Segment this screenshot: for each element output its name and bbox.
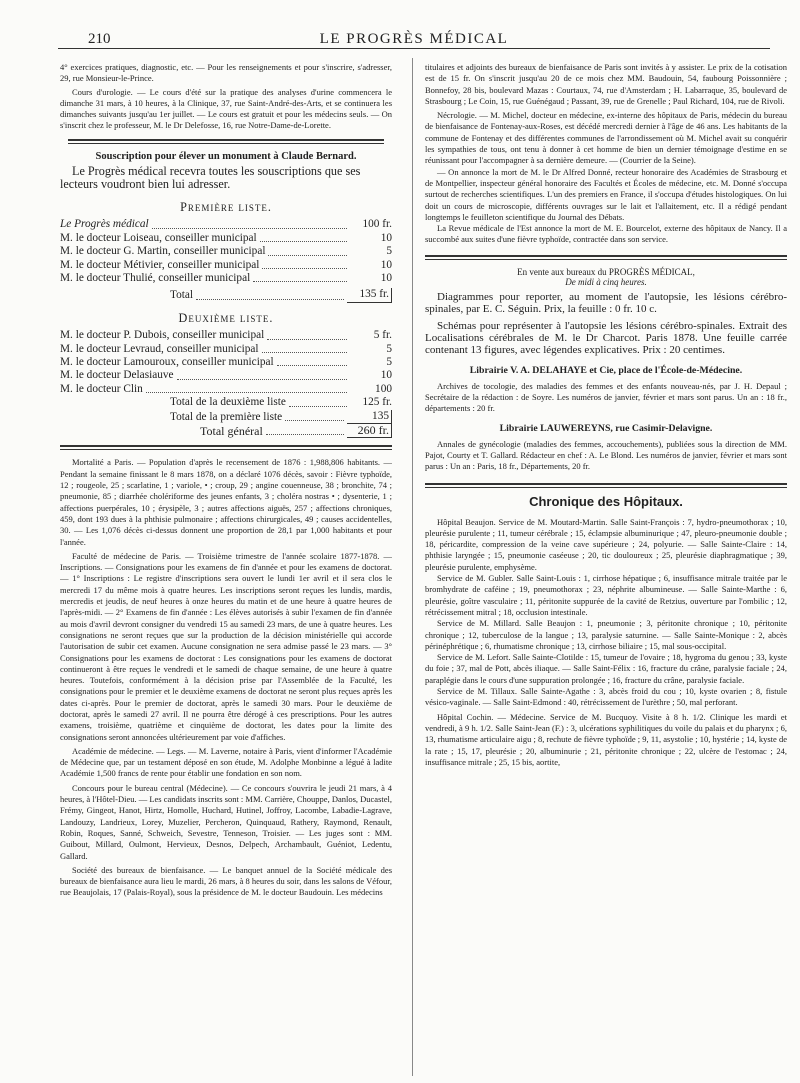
list2: [60, 329, 392, 396]
section-rule: [425, 483, 787, 488]
paragraph-societe: Société des bureaux de bienfaisance. — Le banquet annuel de la Société médicale des bureaux de bienfaisance aura lieu le mardi, 26 mars, à 8 heures du soir, dans les salons de Véfour, rue Beaujolais, 17 (Palais-Royal), sous la présidence de M. le docteur Baudouin. Les médecins: [60, 864, 392, 898]
subscriber-name: M. le docteur Loiseau, conseiller municipal: [60, 231, 257, 244]
subscription-amount: 5: [386, 342, 392, 355]
subscription-amount: 10: [380, 271, 392, 284]
list1: [60, 218, 392, 285]
grand-total-value: 260 fr.: [347, 424, 392, 438]
subscription-row: [60, 343, 392, 356]
paragraph-beaujon: Hôpital Beaujon. Service de M. Moutard-Martin. Salle Saint-François : 7, hydro-pneumothorax ; 10, pleurésie purulente ; 11, tumeur cérébrale ; 15, éclampsie albuminurique ; 47, pleuro-pneumonie double ; 18, péricardite, compression de la veine cave supérieure ; 24, polyurie. — Salle Sainte-Claire : 14, phthisie laryngée ; 15, pneumonie caséeuse ; 20, tic douloureux ; 25, pleurésie diaphragmatique ; 39, pleurésie purulente, emphysème.: [425, 516, 787, 572]
paragraph-tillaux: Service de M. Tillaux. Salle Sainte-Agathe : 3, abcès froid du cou ; 10, kyste ovarien ; 8, fistule vésico-vaginale. — Salle Saint-Edmond : 40, rétrécissement de l'urèthre ; 50, mal perforant.: [425, 686, 787, 708]
subscription-row: [60, 329, 392, 342]
paragraph-gubler: Service de M. Gubler. Salle Saint-Louis : 1, cirrhose hépatique ; 6, insuffisance mitrale traitée par le bromhydrate de caféine ; 19, pneumothorax ; 23, néphrite albumineuse. — Salle Sainte-Marthe : 6, pleurésie, goître vasculaire ; 11, péritonite suppurée de la cavité de Retzius, ouverture par l'ombilic ; 12, rétrécissement mitral ; 18, occlusion intestinale.: [425, 573, 787, 617]
leader-dots: [266, 434, 344, 435]
total-list2-value: 125 fr.: [362, 396, 392, 409]
total-list2-row: [60, 396, 392, 409]
subscriber-name: M. le docteur Levraud, conseiller municipal: [60, 342, 259, 355]
chronique-title: Chronique des Hôpitaux.: [529, 493, 683, 509]
grand-total-label: Total général: [200, 424, 263, 439]
librairie-delahaye-title: Librairie V. A. DELAHAYE et Cie, place de l'École-de-Médecine.: [469, 364, 743, 376]
list1-total-value: 135 fr.: [347, 288, 392, 302]
subscription-title: Souscription pour élever un monument à Claude Bernard.: [95, 150, 357, 162]
subscriber-name: Le Progrès médical: [60, 218, 149, 231]
section-rule: [425, 255, 787, 260]
left-column: [60, 62, 392, 1072]
list2-title: Deuxième liste.: [178, 310, 274, 325]
section-rule: [68, 139, 384, 144]
leader-dots: [262, 268, 347, 269]
subscription-row: [60, 369, 392, 382]
leader-dots: [268, 255, 347, 256]
subscription-amount: 10: [380, 258, 392, 271]
leader-dots: [277, 365, 347, 366]
section-rule: [60, 445, 392, 450]
leader-dots: [262, 352, 347, 353]
leader-dots: [267, 339, 347, 340]
subscription-amount: 10: [380, 369, 392, 382]
leader-dots: [260, 241, 347, 242]
subscriber-name: M. le docteur Delasiauve: [60, 369, 174, 382]
paragraph-necrologie: Nécrologie. — M. Michel, docteur en médecine, ex-interne des hôpitaux de Paris, médecin du bureau de bienfaisance de Fontenay-aux-Roses, est décédé mercredi dernier à l'âge de 46 ans. Les habitants de la commune de Fontenay et des différentes communes de l'arrondissement où M. Michel avait su conquérir les sympathies de tous, ont tenu à donner à cet homme de bien un dernier témoignage d'estime en se réunissant pour l'accompagner à sa dernière demeure. — (Courrier de la Seine).: [425, 110, 787, 166]
list1-total-row: [60, 288, 392, 302]
subscription-row: [60, 232, 392, 245]
subscription-amount: 5: [386, 245, 392, 258]
paragraph-concours: Concours pour le bureau central (Médecine). — Ce concours s'ouvrira le jeudi 21 mars, à 4 heures, à l'Hôtel-Dieu. — Les candidats inscrits sont : MM. Carrière, Chouppe, Danlos, Ducastel, Frémy, Gingeot, Hanot, Hirtz, Homolle, Huchard, Hutinel, Joffroy, Lacombe, Labadie-Lagrave, Landouzy, Landrieux, Lorey, Muzelier, Percheron, Quinquaud, Rathery, Raymond, Renault, Robin, Roques, Sanné, Schweich, Sevestre, Tenneson, Troisier. — Les juges sont : MM. Guibout, Millard, Oulmont, Hervieux, Desnos, Delpech, Archambault, Guéniot, Ledentu, Gallard.: [60, 782, 392, 861]
subscriber-name: M. le docteur G. Martin, conseiller municipal: [60, 245, 266, 258]
paragraph-faculte: Faculté de médecine de Paris. — Troisième trimestre de l'année scolaire 1877-1878. — Inscriptions. — Consignations pour les examens de fin d'année et pour les examens de doctorat. — 1° Inscriptions : Le registre d'inscriptions sera ouvert le lundi 1er avril et il sera clos le mercredi 17 du même mois à quatre heures. Les inscriptions seront reçues les lundis, mardis, mercredis et jeudis, de neuf heures à onze heures du matin et de une heure à quatre heures de l'après-midi. — 2° Examens de fin d'année : Les élèves autorisés à subir l'examen de fin d'année au mois d'avril devront consigner du vendredi 15 au samedi 23 mars, de une à quatre heures. Les consignations ne seront reçues que sur la production de la décision ministérielle qui accorde l'autorisation de subir cet examen. Aucune consignation ne sera admise passé le 23 mars. — 3° Consignations pour les examens de doctorat : Les consignations pour les examens de doctorat continueront à être reçues le vendredi et le samedi de chaque semaine, de une heure à quatre heures. Toutefois, conformément à la décision prise par l'Assemblée de la Faculté, les consignations pour le premier et le deuxième examens de doctorat ne seront plus reçues après les dates ci-après. Pour le premier de doctorat, après le samedi 30 mars. Pour le deuxième de doctorat, après le samedi 27 avril. Il ne pourra être dérogé à ces prescriptions. Pour les autres examens, troisième, quatrième et cinquième de doctorat, les dates pour la limite des consignations seront annoncées ultérieurement par voie d'affiches.: [60, 550, 392, 742]
subscriber-name: M. le docteur P. Dubois, conseiller municipal: [60, 329, 265, 342]
subscription-row: [60, 245, 392, 258]
subscription-row: [60, 272, 392, 285]
right-column: [425, 62, 787, 1072]
subscription-row: [60, 218, 392, 231]
subscriber-name: M. le docteur Lamouroux, conseiller municipal: [60, 356, 274, 369]
leader-dots: [285, 420, 344, 421]
grand-total-row: [60, 424, 392, 438]
total-list2-label: Total de la deuxième liste: [170, 396, 286, 409]
leader-dots: [289, 406, 347, 407]
paragraph-bienfaisance: titulaires et adjoints des bureaux de bienfaisance de Paris sont invités à y assister. Le prix de la cotisation est de 15 fr. On s'inscrit jusqu'au 20 de ce mois chez MM. Baudouin, 54, faubourg Poissonnière ; Bonnefoy, 28 bis, boulevard Mazas : Courtaux, 74, rue d'Amsterdam ; H. Labarraque, 35, boulevard de Strasbourg ; Le Coin, 15, rue Guénégaud ; Passant, 39, rue de Grenelle ; Paul Richard, 104, rue de Rivoli.: [425, 62, 787, 106]
running-header: [58, 28, 770, 49]
librairie-lauwereyns-title: Librairie LAUWEREYNS, rue Casimir-Delavigne.: [499, 422, 713, 434]
subscriber-name: M. le docteur Métivier, conseiller municipal: [60, 258, 260, 271]
subscription-row: [60, 259, 392, 272]
paragraph-mortalite: Mortalité a Paris. — Population d'après le recensement de 1876 : 1,988,806 habitants. — Pendant la semaine finissant le 8 mars 1878, on a déclaré 1076 décès, savoir : Fièvre typhoïde, 12 ; rougeole, 25 ; scarlatine, 1 ; variole, • ; croup, 29 ; angine couenneuse, 38 ; bronchite, 74 ; pneumonie, 85 ; diarrhée cholériforme des jeunes enfants, 3 ; choléra nostras • ; dysenterie, 1 ; affections puerpérales, 10 ; érysipèle, 3 ; autres affections aiguës, 257 ; affections chroniques, 459, dont 193 dues à la phthisie pulmonaire ; affections chirurgicales, 49 ; causes accidentelles, 30. — Les 1,076 décès ci-dessus donnent une proportion de 28,1 par 1,000 habitants et pour l'année.: [60, 457, 392, 547]
leader-dots: [253, 281, 347, 282]
paragraph-millard: Service de M. Millard. Salle Beaujon : 1, pneumonie ; 3, péritonite chronique ; 10, péritonite chronique ; 12, tuberculose de la langue ; 13, paralysie saturnine. — Salle Sainte-Monique : 2, abcès périnéphrétique ; 6, rhumatisme chronique ; 13, cirrhose biliaire ; 15, mal sous-occipital.: [425, 618, 787, 651]
subscription-amount: 100: [375, 382, 392, 395]
journal-title: LE PROGRÈS MÉDICAL: [319, 31, 509, 47]
paragraph-archives: Archives de tocologie, des maladies des femmes et des enfants nouveau-nés, par J. H. Depaul ; Secrétaire de la rédaction : de Soyre. Les numéros de janvier, février et mars sont parus. Un an : 18 fr., départements : 20 fr.: [425, 380, 787, 414]
vente-hours: De midi à cinq heures.: [565, 276, 647, 287]
leader-dots: [146, 392, 347, 393]
subscriber-name: M. le docteur Clin: [60, 382, 143, 395]
paragraph-lefort: Service de M. Lefort. Salle Sainte-Clotilde : 15, tumeur de l'ovaire ; 18, hygroma du genou ; 33, kyste du foie ; 37, mal de Pott, abcès iliaque. — Salle Saint-Félix : 16, fracture du crâne, paralysie faciale ; 24, paraplégie dans le cours d'une suppuration prolongée ; 16, fracture du crâne, paralysie faciale.: [425, 652, 787, 685]
total-list1-row: [60, 410, 392, 424]
subscription-amount: 10: [380, 231, 392, 244]
paragraph-annales: Annales de gynécologie (maladies des femmes, accouchements), publiées sous la direction de MM. Pajot, Courty et T. Gallard. Rédacteur en chef : A. Le Blond. Les numéros de janvier, février et mars sont parus : Un an : Paris, 18 fr., Départements, 20 fr.: [425, 438, 787, 472]
paragraph-cochin: Hôpital Cochin. — Médecine. Service de M. Bucquoy. Visite à 8 h. 1/2. Clinique les mardi et vendredi, à 9 h. 1/2. Salle Saint-Jean (F.) : 3, ulcérations syphilitiques du voile du palais et du pharynx ; 6, 13, rhumatisme articulaire aigu ; 8, rechute de fièvre typhoïde ; 9, 11, asystolie ; 10, hystérie ; 14, kyste de la rate ; 15, 17, pleurésie ; 20, albuminurie ; 21, péritonite chronique ; 22, ulcère de l'estomac ; 24, insuffisance mitrale ; 25, 15 bis, aortite,: [425, 711, 787, 767]
subscription-row: [60, 383, 392, 396]
paragraph-donne: — On annonce la mort de M. le Dr Alfred Donné, recteur honoraire des Académies de Strasbourg et de Montpellier, inspecteur général honoraire des Facultés et Écoles de médecine, etc. M. Donné s'occupa surtout de recherches scientifiques. L'un des premiers en France, il s'occupa d'études histologiques. On lui doit un cours de microscopie, différents ouvrages sur le lait et l'allaitement, etc. Il a rédigé pendant longtemps le feuilleton scientifique du Journal des Débats.: [425, 166, 787, 222]
column-divider: [412, 58, 413, 1076]
subscription-amount: 5: [386, 356, 392, 369]
subscription-intro: Le Progrès médical recevra toutes les souscriptions que ses lecteurs voudront bien lui adresser.: [60, 163, 361, 192]
leader-dots: [152, 228, 347, 229]
paragraph-exercices: 4° exercices pratiques, diagnostic, etc. — Pour les renseignements et pour s'inscrire, s'adresser, 29, rue Monsieur-le-Prince.: [60, 62, 392, 84]
paragraph-academie: Académie de médecine. — Legs. — M. Laverne, notaire à Paris, vient d'informer l'Académie de Médecine que, par un testament déposé en son étude, M. Adolphe Monbinne a légué à ladite Académie 1,500 francs de rente pour établir une fondation en son nom.: [60, 745, 392, 779]
subscription-row: [60, 356, 392, 369]
paragraph-urologie: Cours d'urologie. — Le cours d'été sur la pratique des analyses d'urine commencera le dimanche 31 mars, à 10 heures, à la Clinique, 37, rue Saint-André-des-Arts, et se continuera les dimanches suivants jusqu'au 1er juillet. — Le cours est gratuit et pour les médecins seuls. — On s'inscrit chez le professeur, M. le Dr Delefosse, 16, rue Notre-Dame-de-Lorette.: [60, 86, 392, 131]
subscription-amount: 100 fr.: [362, 218, 392, 231]
subscription-amount: 5 fr.: [373, 329, 392, 342]
leader-dots: [196, 299, 344, 300]
vente-title: En vente aux bureaux du PROGRÈS MÉDICAL,: [517, 266, 695, 277]
list1-total-label: Total: [170, 289, 194, 302]
paragraph-bourcelot: La Revue médicale de l'Est annonce la mort de M. E. Bourcelot, externe des hôpitaux de Nancy. Il a succombé aux suites d'une fièvre typhoïde, contractée dans son service.: [425, 223, 787, 245]
paragraph-schemas: Schémas pour représenter à l'autopsie les lésions cérébro-spinales. Extrait des Localisations cérébrales de M. le Dr Charcot. Paris 1878. Une feuille carrée contenant 13 figures, avec légendes explicatives. Prix : 20 centimes.: [425, 319, 787, 357]
subscriber-name: M. le docteur Thulié, conseiller municipal: [60, 271, 251, 284]
total-list1-label: Total de la première liste: [170, 410, 283, 423]
list1-title: Première liste.: [180, 199, 272, 214]
page-number: 210: [88, 31, 111, 47]
total-list1-value: 135: [347, 410, 392, 424]
leader-dots: [177, 379, 347, 380]
paragraph-diagrammes: Diagrammes pour reporter, au moment de l'autopsie, les lésions cérébro-spinales, par E. C. Séguin. Prix, la feuille : 0 fr. 10 c.: [425, 290, 787, 316]
